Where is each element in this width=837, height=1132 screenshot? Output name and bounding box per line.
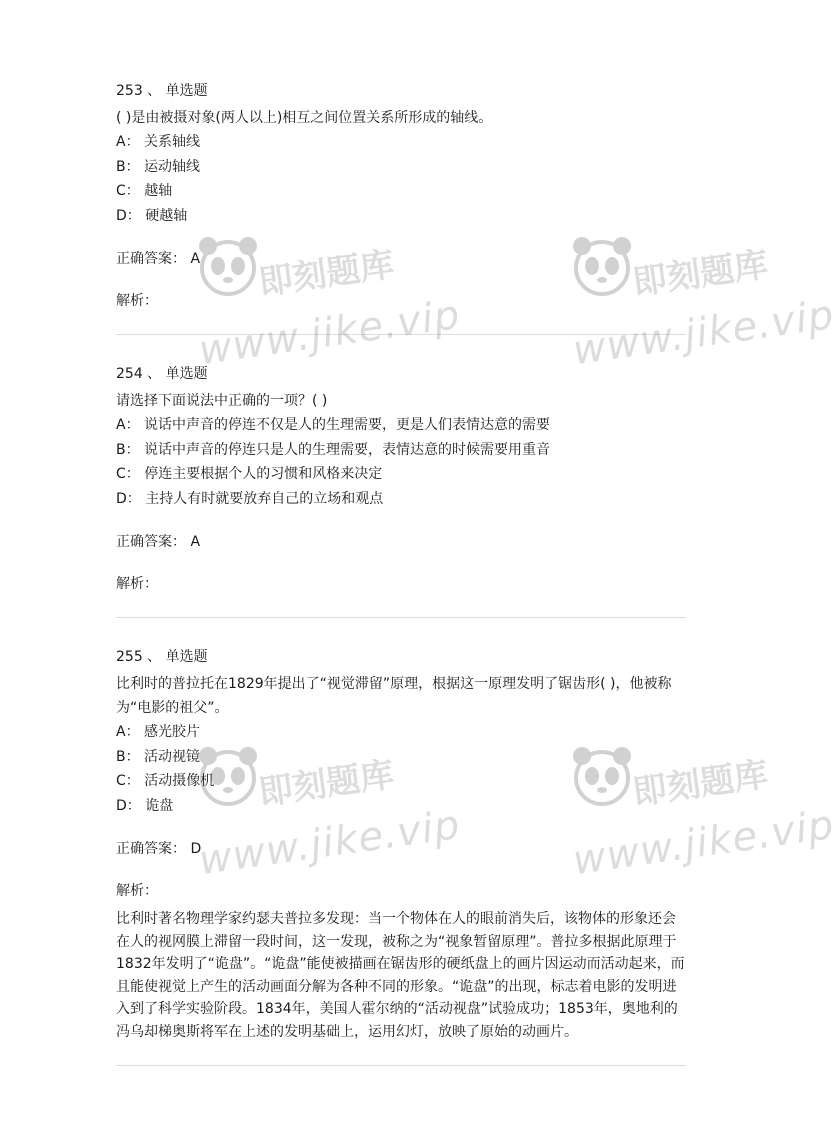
question-number: 253 、 单选题 — [116, 83, 208, 99]
option-c: C： 越轴 — [116, 183, 173, 199]
question-number: 255 、 单选题 — [116, 649, 208, 665]
question-255 — [116, 646, 686, 1066]
question-253 — [116, 80, 686, 335]
option-d: D： 主持人有时就要放弃自己的立场和观点 — [116, 490, 384, 507]
option-c: C： 停连主要根据个人的习惯和风格来决定 — [116, 466, 383, 482]
analysis-text: 比利时著名物理学家约瑟夫普拉多发现：当一个物体在人的眼前消失后，该物体的形象还会在人的视网膜上滞留一段时间，这一发现，被称之为“视象暂留原理”。普拉多根据此原理于1832年发明了“诡盘”。“诡盘”能使被描画在锯齿形的硬纸盘上的画片因运动而活动起来，而且能使视觉上产生的活动画面分解为各种不同的形象。“诡盘”的出现，标志着电影的发明进入到了科学实验阶段。1834年，美国人霍尔纳的“活动视盘”试验成功；1853年，奥地利的冯乌却梯奥斯将军在上述的发明基础上，运用幻灯，放映了原始的动画片。 — [116, 911, 685, 1040]
option-a: A： 说话中声音的停连不仅是人的生理需要，更是人们表情达意的需要 — [116, 417, 551, 433]
option-a: A： 感光胶片 — [116, 724, 201, 740]
question-text: 比利时的普拉托在1829年提出了“视觉滞留”原理，根据这一原理发明了锯齿形( )，他被称为“电影的祖父”。 — [116, 676, 672, 716]
watermark-url: www.jike.vip — [196, 291, 464, 375]
correct-answer: 正确答案： D — [116, 841, 202, 857]
option-a: A： 关系轴线 — [116, 134, 201, 150]
watermark-title: 即刻题库 — [256, 244, 397, 304]
correct-answer: 正确答案： A — [116, 251, 201, 267]
analysis-label: 解析： — [116, 293, 158, 309]
option-c: C： 活动摄像机 — [116, 773, 215, 789]
analysis-label: 解析： — [116, 883, 158, 899]
watermark-url: www.jike.vip — [570, 801, 837, 885]
question-254 — [116, 363, 686, 618]
option-d: D： 硬越轴 — [116, 207, 188, 224]
option-d: D： 诡盘 — [116, 797, 174, 814]
question-text: ( )是由被摄对象(两人以上)相互之间位置关系所形成的轴线。 — [116, 110, 493, 126]
analysis-label: 解析： — [116, 576, 158, 592]
option-b: B： 说话中声音的停连只是人的生理需要，表情达意的时候需要用重音 — [116, 441, 551, 458]
question-number: 254 、 单选题 — [116, 366, 208, 382]
divider — [116, 617, 686, 618]
option-b: B： 运动轴线 — [116, 158, 201, 175]
divider — [116, 334, 686, 335]
watermark-title: 即刻题库 — [256, 754, 397, 814]
correct-answer: 正确答案： A — [116, 534, 201, 550]
watermark-title: 即刻题库 — [630, 754, 771, 814]
watermark-url: www.jike.vip — [196, 801, 464, 885]
question-list — [116, 80, 686, 1066]
option-b: B： 活动视镜 — [116, 748, 201, 765]
question-text: 请选择下面说法中正确的一项？( ) — [116, 393, 328, 409]
watermark-url: www.jike.vip — [570, 291, 837, 375]
watermark-title: 即刻题库 — [630, 244, 771, 304]
divider — [116, 1065, 686, 1066]
